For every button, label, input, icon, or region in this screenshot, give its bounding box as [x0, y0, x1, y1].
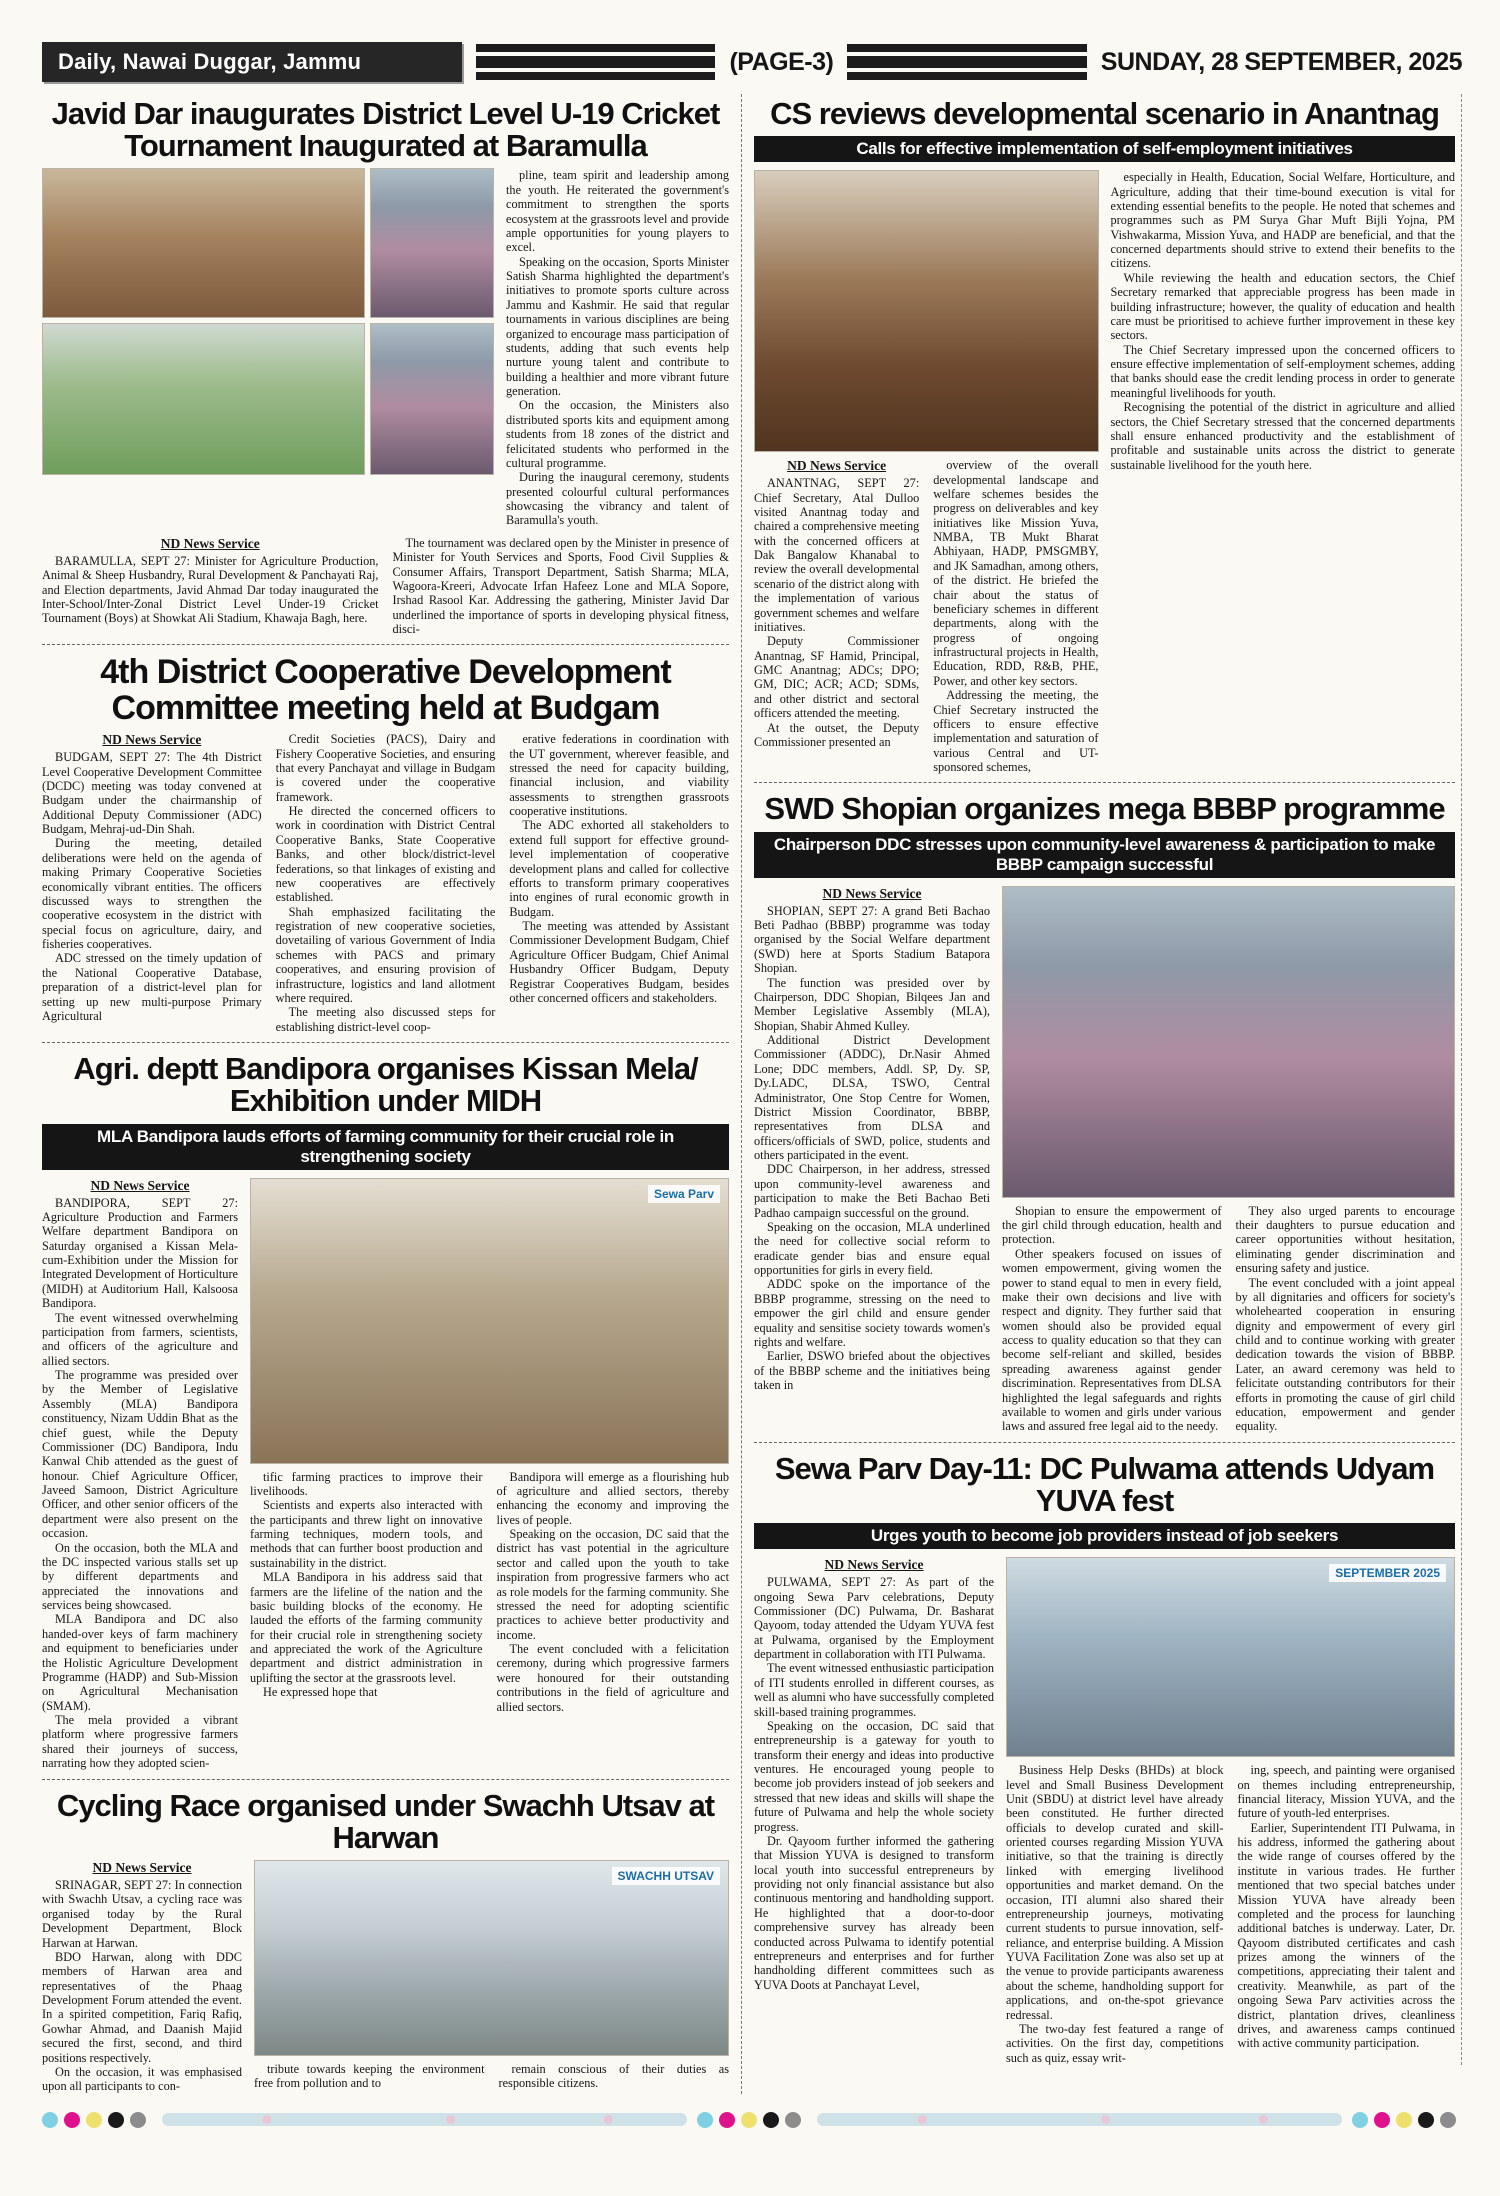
paragraph: The mela provided a vibrant platform where progressive farmers shared their journeys of success, narrating how they adopted scien- [42, 1713, 238, 1771]
article-column [42, 536, 379, 637]
paragraph: On the occasion, the Ministers also distributed sports kits and equipment among students from 18 zones of the district and felicitated students who performed in the cultural programme. [506, 398, 729, 470]
article-column [497, 1470, 730, 1714]
article-left-block [754, 170, 1099, 774]
photo-banner-text: SEPTEMBER 2025 [1329, 1564, 1446, 1582]
paragraph: BDO Harwan, along with DDC members of Harwan area and representatives of the Phaag Development Forum attended the event. In a spirited competition, Fariq Rafiq, Gowhar Ahmad, and Daanish Majid secured the first, second, and third positions respectively. [42, 1949, 242, 2065]
photo-kissan-mela-dais [250, 1178, 729, 1464]
photo-banner-text: SWACHH UTSAV [612, 1867, 720, 1885]
paragraph: tribute towards keeping the environment free from pollution and to [254, 2062, 485, 2091]
article-kissan-mela-bandipora [42, 1049, 729, 1770]
article-column [42, 1178, 238, 1771]
paragraph: Recognising the potential of the district in agriculture and allied sectors, the Chief Secretary stressed that the concerned departments shall ensure enhanced productivity and the establishment of profitable and sustainable units across the district to generate sustainable livelihood for the youth here. [1110, 400, 1455, 472]
registration-dots [1352, 2112, 1462, 2128]
article-bbbp-shopian [754, 789, 1455, 1433]
paragraph: SRINAGAR, SEPT 27: In connection with Swachh Utsav, a cycling race was organised today by the Rural Development Department, Block Harwan at Harwan. [42, 1878, 242, 1950]
paragraph: MLA Bandipora in his address said that farmers are the lifeline of the nation and the basic building blocks of the economy. He lauded the efforts of the farming community for their crucial role in strengthening society and appreciated the work of the Agriculture department and district administration in uplifting the sector at the grassroots level. [250, 1570, 483, 1685]
paragraph: remain conscious of their duties as responsible citizens. [498, 2062, 729, 2091]
photo-collage [42, 168, 494, 475]
paragraph: tific farming practices to improve their livelihoods. [250, 1469, 483, 1498]
paragraph: BANDIPORA, SEPT 27: Agriculture Production and Farmers Welfare department Bandipora on Saturday organised a Kissan Mela-cum-Exhibition under the Mission for Integrated Development of Horticulture (MIDH) at Auditorium Hall, Kalsoosa Bandipora. [42, 1195, 238, 1311]
registration-dot [1352, 2112, 1368, 2128]
page-header [42, 40, 1462, 84]
paragraph: MLA Bandipora and DC also handed-over keys of farm machinery and equipment to beneficiaries under the Holistic Agriculture Development Programme (HADP) and Sub-Mission on Agricultural Mechanisation (SMAM). [42, 1612, 238, 1713]
paragraph: He expressed hope that [263, 1685, 378, 1700]
article-column [754, 1557, 994, 1992]
article-column [1111, 170, 1456, 472]
article-column [42, 732, 262, 1034]
registration-dot [1396, 2112, 1412, 2128]
byline: ND News Service [102, 732, 202, 748]
paragraph: The event witnessed enthusiastic participation of ITI students enrolled in different courses, as well as alumni who have successfully completed skill-based training programmes. [754, 1661, 994, 1719]
print-registration-strip [42, 2108, 1462, 2132]
registration-dot [741, 2112, 757, 2128]
registration-dot [1418, 2112, 1434, 2128]
article-right-block [1002, 886, 1455, 1434]
article-headline: Javid Dar inaugurates District Level U-19 Cricket Tournament Inaugurated at Baramulla [51, 96, 720, 164]
article-column [276, 732, 496, 1034]
photo-inauguration-dais [42, 168, 365, 318]
article-column [393, 536, 730, 637]
paragraph: He directed the concerned officers to work in coordination with District Central Cooperative Banks, State Cooperative Banks, and other block/district-level federations, so that linkages of existing and new cooperatives are effectively established. [275, 804, 496, 905]
article-separator [42, 1779, 729, 1780]
article-column [1006, 1763, 1224, 2065]
paragraph: At the outset, the Deputy Commissioner presented an [754, 720, 920, 749]
paragraph: On the occasion, it was emphasised upon all participants to con- [42, 2064, 242, 2094]
byline: ND News Service [787, 458, 887, 474]
photo-students-crowd [370, 323, 494, 475]
paragraph: Earlier, Superintendent ITI Pulwama, in his address, informed the gathering about the wide range of courses offered by the institute in various trades. He further mentioned that two special batches under Mission YUVA have already been completed and the process for launching additional batches is underway. Later, Dr. Qayoom distributed certificates and cash prizes among the winners of the competitions, appreciating their talent and creativity. Meanwhile, as part of the ongoing Sewa Parv activities across the district, plantation drives, cleanliness drives, and awareness camps continued with active community participation. [1237, 1820, 1455, 2051]
paragraph: ADC stressed on the timely updation of the National Cooperative Database, preparation of a district-level plan for setting up new multi-purpose Primary Agricultural [42, 951, 262, 1023]
paragraph: Additional District Development Commissioner (ADDC), Dr.Nasir Ahmed Lone; DDC members, Addl. SP, Dy. SP, Dy.LADC, DLSA, TSWO, Central Administrator, One Stop Centre for Women, District Mission Coordinator, BBBP, representatives from DLSA and officers/officials of SWD, police, students and others participated in the event. [754, 1033, 990, 1163]
registration-dot [785, 2112, 801, 2128]
page-body [42, 94, 1462, 2094]
article-kicker: Calls for effective implementation of self-employment initiatives [754, 136, 1455, 162]
paragraph: Speaking on the occasion, DC said that the district has vast potential in the agriculture sector and called upon the youth to take inspiration from progressive farmers who act as role models for the farming community. She stressed the need for adopting scientific practices to achieve better productivity and income. [496, 1527, 729, 1642]
paragraph: The Chief Secretary impressed upon the concerned officers to ensure effective implementation of self-employment schemes, adding that banks should ease the credit lending process in order to generate meaningful livelihoods for youth. [1110, 342, 1455, 400]
photo-cricket-ground [42, 323, 365, 475]
article-column [933, 458, 1098, 774]
photo-cycling-race [254, 1860, 729, 2056]
paragraph: BARAMULLA, SEPT 27: Minister for Agriculture Production, Animal & Sheep Husbandry, Rural Development & Panchayati Raj, and Election departments, Javid Ahmad Dar today inaugurated the Inter-School/Inter-Zonal District Level Under-19 Cricket Tournament (Boys) at Showkat Ali Stadium, Khawaja Bagh, here. [42, 553, 379, 626]
paragraph: The tournament was declared open by the Minister in presence of Minister for Youth Services and Sports, Food Civil Supplies & Consumer Affairs, Transport Department, Satish Sharma; MLA, Wagoora-Kreeri, Advocate Irfan Hafeez Lone and MLA Sopore, Irshad Rasool Kar. Addressing the gathering, Minister Javid Dar underlined the importance of sports in developing physical fitness, disci- [392, 535, 729, 637]
paragraph: While reviewing the health and education sectors, the Chief Secretary remarked that appreciable progress has been made in building infrastructure; however, the quality of education and health care must be prioritised to achieve further improvement in these key sectors. [1110, 270, 1455, 343]
byline: ND News Service [824, 1557, 924, 1573]
paragraph: erative federations in coordination with the UT government, wherever feasible, and stressed the need for capacity building, financial inclusion, and viability assessments to strengthen grassroots cooperative institutions. [509, 732, 730, 819]
article-column [250, 1470, 483, 1714]
article-separator [42, 644, 729, 645]
article-right-block [1006, 1557, 1455, 2065]
registration-dot [86, 2112, 102, 2128]
article-kicker: Chairperson DDC stresses upon community-level awareness & participation to make BBBP campaign successful [754, 832, 1455, 878]
article-column [754, 458, 919, 774]
article-dcdc-budgam [42, 651, 729, 1034]
paragraph: especially in Health, Education, Social Welfare, Horticulture, and Agriculture, adding that their time-bound execution is vital for extending essential benefits to the people. He noted that schemes and programmes such as PM Surya Ghar Muft Bijli Yojna, PM Vishwakarma, Mission Yuva, and HADP are beneficial, and that the concerned departments should strive to extend their benefits to the citizens. [1110, 170, 1455, 271]
article-cs-anantnag [754, 94, 1455, 774]
article-column [254, 2062, 485, 2091]
registration-dot [1440, 2112, 1456, 2128]
byline: ND News Service [90, 1177, 190, 1193]
paragraph: ing, speech, and painting were organised on themes including entrepreneurship, financial literacy, Mission YUVA, and the future of youth-led enterprises. [1237, 1763, 1455, 1821]
article-kicker: Urges youth to become job providers instead of job seekers [754, 1523, 1455, 1549]
paragraph: Earlier, DSWO briefed about the objectives of the BBBP scheme and the initiatives being taken in [754, 1349, 990, 1393]
paragraph: pline, team spirit and leadership among the youth. He reiterated the government's commitment to strengthen the sports ecosystem at the grassroots level and provide ample opportunities for young players to excel. [506, 168, 729, 255]
registration-dot [763, 2112, 779, 2128]
article-right-block [250, 1178, 729, 1714]
paragraph: The ADC exhorted all stakeholders to extend full support for effective ground-level implementation of cooperative development plans and called for collective efforts to transform primary cooperatives into engines of rural economic growth in Budgam. [509, 818, 730, 919]
registration-dot [42, 2112, 58, 2128]
article-column [1238, 1763, 1456, 2065]
paragraph: The event witnessed overwhelming participation from farmers, scientists, and officers of the agriculture and allied sectors. [42, 1310, 238, 1368]
article-column [509, 732, 729, 1034]
article-column [1002, 1204, 1222, 1434]
article-headline: SWD Shopian organizes mega BBBP programme [764, 791, 1445, 827]
paragraph: On the occasion, both the MLA and the DC inspected various stalls set up by different departments and appreciated the innovations and services being showcased. [42, 1540, 238, 1613]
paragraph: Shah emphasized facilitating the registration of new cooperative societies, dovetailing of various Government of India schemes with PACS and primary cooperatives, and ensuring provision of infrastructure, logistics and land allotment where required. [275, 904, 496, 1005]
divider-bars-icon [476, 44, 715, 80]
paragraph: The event concluded with a felicitation ceremony, during which progressive farmers were honoured for their outstanding contributions in the field of agriculture and allied sectors. [496, 1642, 729, 1714]
article-headline: Agri. deptt Bandipora organises Kissan Mela/ Exhibition under MIDH [73, 1051, 698, 1119]
paragraph: Speaking on the occasion, DC said that entrepreneurship is a gateway for youth to transform their energy and ideas into productive ventures. He encouraged young people to become job providers instead of job seekers and stressed that new ideas and skills will shape the future of Pulwama and help the whole society progress. [754, 1718, 994, 1834]
article-column [754, 886, 990, 1393]
article-udyam-yuva-pulwama [754, 1449, 1455, 2065]
paragraph: ADDC spoke on the importance of the BBBP programme, stressing on the need to empower the girl child and ensure gender equality and sensitise society towards women's rights and welfare. [754, 1277, 990, 1349]
paragraph: During the inaugural ceremony, students presented colourful cultural performances showcasing the vibrancy and talent of Baramulla's youth. [506, 470, 729, 528]
paragraph: Bandipora will emerge as a flourishing hub of agriculture and allied sectors, thereby enhancing the economy and improving the lives of people. [496, 1469, 729, 1527]
paragraph: DDC Chairperson, in her address, stressed upon community-level awareness and participation to make the Beti Bachao Beti Padhao campaign successful on the ground. [754, 1162, 990, 1220]
paragraph: The meeting was attended by Assistant Commissioner Development Budgam, Chief Agriculture Officer Budgam, Chief Animal Husbandry Officer Budgam, Deputy Registrar Cooperatives Budgam, besides other concerned officers and stakeholders. [509, 919, 730, 1005]
paragraph: The two-day fest featured a range of activities. On the first day, competitions such as quiz, essay writ- [1006, 2021, 1224, 2065]
photo-bbbp-audience [1002, 886, 1455, 1198]
article-cycling-harwan [42, 1786, 729, 2094]
paragraph: Dr. Qayoom further informed the gathering that Mission YUVA is designed to transform local youth into successful entrepreneurs by providing not only financial assistance but also continuous mentoring and handholding support. He highlighted that a door-to-door comprehensive survey has already been conducted across Pulwama to identify potential entrepreneurs and enterprises and for further handholding different committees such as YUVA Doots at Panchayat Level, [754, 1833, 994, 1992]
photo-udyam-yuva-fest [1006, 1557, 1455, 1757]
page-number: (PAGE-3) [729, 47, 834, 76]
article-kicker: MLA Bandipora lauds efforts of farming community for their crucial role in strengthening society [42, 1124, 729, 1170]
article-column [1236, 1204, 1456, 1434]
registration-dot [697, 2112, 713, 2128]
masthead: Daily, Nawai Duggar, Jammu [42, 42, 462, 82]
registration-dot [108, 2112, 124, 2128]
article-separator [754, 1442, 1455, 1443]
registration-bar [162, 2113, 687, 2126]
paragraph: BUDGAM, SEPT 27: The 4th District Level Cooperative Development Committee (DCDC) meeting was today convened at Budgam under the chairmanship of Additional Deputy Commissioner (ADC) Budgam, Mehraj-ud-Din Shah. [42, 750, 262, 837]
paragraph: The function was presided over by Chairperson, DDC Shopian, Bilqees Jan and Member Legislative Assembly (MLA), Shopian, Shabir Ahmed Kulley. [754, 975, 990, 1033]
paragraph: Speaking on the occasion, MLA underlined the need for collective social reform to eradicate gender bias and ensure equal opportunities for girls in every field. [754, 1219, 990, 1278]
byline: ND News Service [92, 1860, 192, 1875]
left-column-stack [42, 94, 742, 2094]
photo-banner-text: Sewa Parv [648, 1185, 720, 1203]
paragraph: The meeting also discussed steps for establishing district-level coop- [275, 1005, 496, 1034]
byline: ND News Service [822, 885, 922, 901]
paragraph: Credit Societies (PACS), Dairy and Fishery Cooperative Societies, and ensuring that every Panchayat and village in Budgam is covered under the cooperative framework. [275, 732, 496, 804]
article-separator [754, 782, 1455, 783]
article-column [499, 2062, 730, 2091]
article-headline: CS reviews developmental scenario in Anantnag [770, 96, 1439, 131]
registration-dots [42, 2112, 152, 2128]
byline: ND News Service [160, 535, 260, 551]
paragraph: During the meeting, detailed deliberations were held on the agenda of making Primary Cooperative Societies economically vibrant entities. The officers discussed ways to strengthen the cooperative ecosystem in the district with special focus on agriculture, dairy, and fisheries cooperatives. [42, 836, 262, 952]
paragraph: SHOPIAN, SEPT 27: A grand Beti Bachao Beti Padhao (BBBP) programme was today organised by the Social Welfare department (SWD) here at Sports Stadium Batapora Shopian. [754, 903, 990, 976]
paragraph: Shopian to ensure the empowerment of the girl child through education, health and protection. [1002, 1203, 1222, 1247]
registration-dots [697, 2112, 807, 2128]
article-column [42, 1860, 242, 2094]
article-headline: 4th District Cooperative Development Committee meeting held at Budgam [100, 653, 671, 727]
paragraph: Scientists and experts also interacted with the participants and threw light on innovative farming techniques, modern tools, and methods that can further boost production and sustainability in the district. [250, 1498, 483, 1570]
registration-dot [64, 2112, 80, 2128]
page-date: SUNDAY, 28 SEPTEMBER, 2025 [1100, 47, 1463, 76]
article-column [506, 168, 729, 527]
paragraph: Addressing the meeting, the Chief Secretary instructed the officers to ensure effective implementation and saturation of various Central and UT-sponsored schemes, [933, 688, 1099, 775]
paragraph: ANANTNAG, SEPT 27: Chief Secretary, Atal Dulloo visited Anantnag today and chaired a comprehensive meeting with the concerned officers at Dak Bangalow Khanabal to review the overall developmental scenario of the district along with the implementation of various government schemes and welfare initiatives. [754, 476, 920, 634]
article-separator [42, 1042, 729, 1043]
paragraph: Business Help Desks (BHDs) at block level and Small Business Development Unit (SBDU) at district level have already been constituted. He further directed officials to develop curated and skill-oriented courses regarding Mission YUVA initiative, so that the training is directly linked with emerging livelihood opportunities and market demand. On the occasion, ITI alumni also shared their entrepreneurship journeys, motivating current students to pursue innovation, self-reliance, and enterprise building. A Mission YUVA Facilitation Zone was also set up at the venue to provide participants awareness about the scheme, handholding support for applications, and on-the-spot grievance redressal. [1006, 1763, 1224, 2022]
paragraph: Speaking on the occasion, Sports Minister Satish Sharma highlighted the department's initiatives to promote sports culture across Jammu and Kashmir. He said that regular tournaments in various disciplines are being organized to encourage mass participation of students, adding that such events help nurture young talent and contribute to building a healthier and more vibrant future generation. [506, 254, 729, 399]
article-cricket-baramulla [42, 94, 729, 636]
article-right-block [254, 1860, 729, 2091]
photo-review-meeting [754, 170, 1099, 452]
paragraph: The programme was presided over by the Member of Legislative Assembly (MLA) Bandipora constituency, Nizam Uddin Bhat as the chief guest, while the Deputy Commissioner (DC) Bandipora, Indu Kanwal Chib attended as the guest of honour. Chief Agriculture Officer, Javeed Samoon, District Agriculture Officer, and other senior officers of the department were also present on the occasion. [42, 1368, 238, 1541]
registration-dot [719, 2112, 735, 2128]
paragraph: PULWAMA, SEPT 27: As part of the ongoing Sewa Parv celebrations, Deputy Commissioner (DC) Pulwama, Dr. Basharat Qayoom, today attended the Udyam YUVA fest at Pulwama, organised by the Employment department in collaboration with ITI Pulwama. [754, 1575, 994, 1662]
divider-bars-icon [847, 44, 1086, 80]
paragraph: Other speakers focused on issues of women empowerment, giving women the power to stand equal to men in every field, make their own decisions and live with respect and dignity. They further said that women should also be provided equal access to quality education so that they can become self-reliant and skilled, besides spreading awareness against gender discrimination. Representatives from DLSA highlighted the legal safeguards and rights available to women and girls under various laws and assured free legal aid to the needy. [1002, 1246, 1222, 1434]
paragraph: overview of the overall developmental landscape and welfare schemes besides the progress on deliverables and key initiatives like Mission Yuva, NMBA, TB Mukt Bharat Abhiyaan, HADP, PMSGMBY, and JK Samadhan, among others, of the district. He briefed the chair about the status of beneficiary schemes in different departments, along with the progress of ongoing infrastructural projects in Health, Education, RDD, R&B, PHE, Power, and other key sectors. [933, 458, 1099, 688]
photo-officials-group [370, 168, 494, 318]
paragraph: They also urged parents to encourage their daughters to pursue education and career opportunities without hesitation, eliminating gender discrimination and ensuring safety and justice. [1235, 1203, 1455, 1276]
article-headline: Sewa Parv Day-11: DC Pulwama attends Udyam YUVA fest [774, 1450, 1435, 1518]
paragraph: Deputy Commissioner Anantnag, SF Hamid, Principal, GMC Anantnag; ADCs; DPO; GM, DIC; ACR; ACD; SDMs, and other district and sectoral officers attended the meeting. [754, 634, 920, 721]
registration-dot [1374, 2112, 1390, 2128]
registration-dot [130, 2112, 146, 2128]
registration-bar [817, 2113, 1342, 2126]
right-column-stack [742, 94, 1462, 2065]
article-headline: Cycling Race organised under Swachh Utsav at Harwan [56, 1787, 715, 1855]
paragraph: The event concluded with a joint appeal by all dignitaries and officers for society's wholehearted cooperation in ensuring dignity and empowerment of every girl child and to continue working with greater dedication towards the vision of BBBP. Later, an award ceremony was held to felicitate outstanding contributors for their efforts in promoting the cause of girl child education, empowerment and gender equality. [1235, 1275, 1455, 1434]
